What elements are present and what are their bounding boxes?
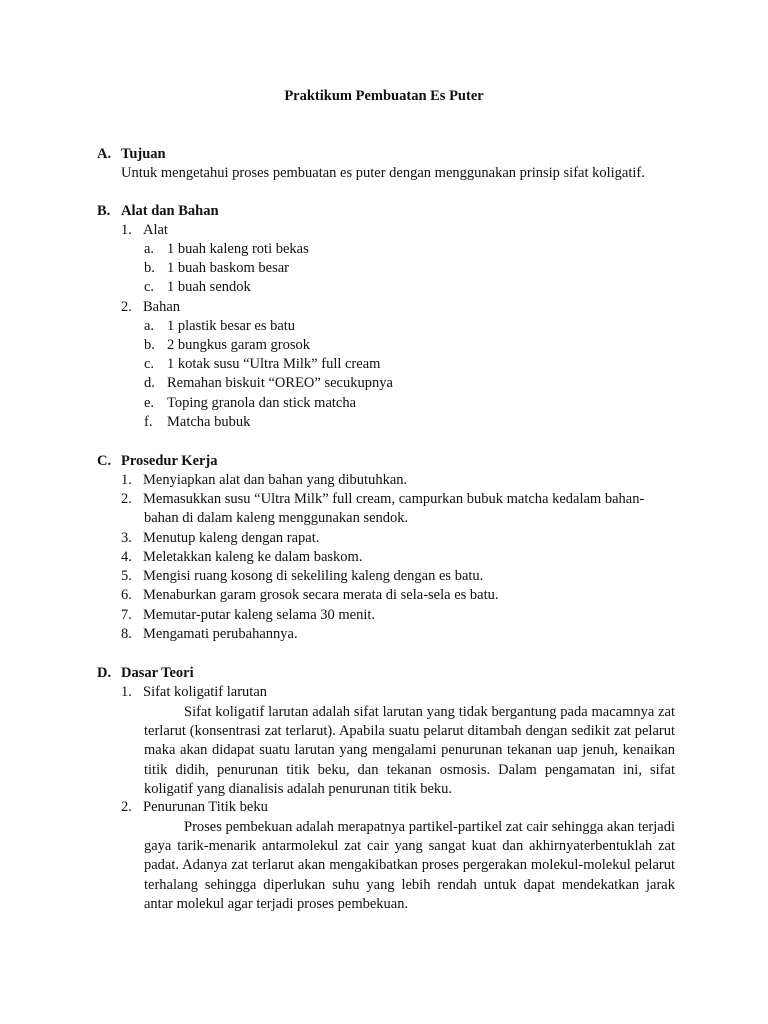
procedure-step: 7. Memutar-putar kaleng selama 30 menit. xyxy=(121,607,376,623)
section-letter: D. xyxy=(97,665,112,681)
procedure-step: 3. Menutup kaleng dengan rapat. xyxy=(121,530,320,546)
list-item: 2. Bahan xyxy=(121,299,181,315)
list-item: b. 1 buah baskom besar xyxy=(144,260,290,276)
section-title: Tujuan xyxy=(121,146,166,162)
procedure-step: 5. Mengisi ruang kosong di sekeliling kaleng dengan es batu. xyxy=(121,568,484,584)
theory-paragraph: Proses pembekuan adalah merapatnya partikel-partikel zat cair sehingga akan terjadi gaya tarik-menarik antarmolekul zat cair yang sangat kuat dan akhirnyaterbentuklah zat padat. Adanya zat terlarut akan mengakibatkan proses pergerakan molekul-molekul pelarut terhalang sehingga diperlukan suhu yang lebih rendah untuk dapat mendekatkan jarak antar molekul agar terjadi proses pembekuan. xyxy=(144,819,675,912)
section-letter: B. xyxy=(97,203,111,219)
list-item: a. 1 plastik besar es batu xyxy=(144,318,296,334)
list-item: 1. Alat xyxy=(121,222,168,238)
list-item: c. 1 buah sendok xyxy=(144,279,251,295)
list-item: a. 1 buah kaleng roti bekas xyxy=(144,241,309,257)
list-item: e. Toping granola dan stick matcha xyxy=(144,395,357,411)
procedure-step: 4. Meletakkan kaleng ke dalam baskom. xyxy=(121,549,363,565)
list-item: b. 2 bungkus garam grosok xyxy=(144,337,310,353)
procedure-step: 8. Mengamati perubahannya. xyxy=(121,626,298,642)
list-item: c. 1 kotak susu “Ultra Milk” full cream xyxy=(144,356,381,372)
list-item: f. Matcha bubuk xyxy=(144,414,251,430)
section-b-heading xyxy=(97,203,219,220)
section-d-heading xyxy=(97,665,194,682)
section-title: Alat dan Bahan xyxy=(121,203,219,219)
theory-paragraph: Sifat koligatif larutan adalah sifat larutan yang tidak bergantung pada macamnya zat terlarut (konsentrasi zat terlarut). Apabila suatu pelarut ditambah dengan sedikit zat pelarut maka akan didapat suatu larutan yang mengalami penurunan tekanan uap jenuh, kenaikan titik didih, penurunan titik beku, dan tekanan osmosis. Dalam pengamatan ini, sifat koligatif yang dianalisis adalah penurunan titik beku. xyxy=(144,704,675,797)
section-title: Dasar Teori xyxy=(121,665,194,681)
procedure-step: 1. Menyiapkan alat dan bahan yang dibutuhkan. xyxy=(121,472,408,488)
theory-topic-label: 2. Penurunan Titik beku xyxy=(121,799,268,815)
procedure-step: 2. Memasukkan susu “Ultra Milk” full cream, campurkan bubuk matcha kedalam bahan- xyxy=(121,491,645,507)
section-letter: A. xyxy=(97,146,112,162)
list-item: d. Remahan biskuit “OREO” secukupnya xyxy=(144,375,393,391)
section-a-heading xyxy=(97,146,166,163)
section-title: Prosedur Kerja xyxy=(121,453,218,469)
section-letter: C. xyxy=(97,453,112,469)
section-c-heading xyxy=(97,453,218,470)
section-a-text: Untuk mengetahui proses pembuatan es puter dengan menggunakan prinsip sifat koligatif. xyxy=(121,165,645,181)
procedure-step-continuation: bahan di dalam kaleng menggunakan sendok. xyxy=(144,510,409,526)
procedure-step: 6. Menaburkan garam grosok secara merata di sela-sela es batu. xyxy=(121,587,499,603)
theory-topic-label: 1. Sifat koligatif larutan xyxy=(121,684,268,700)
page-title: Praktikum Pembuatan Es Puter xyxy=(284,88,484,104)
